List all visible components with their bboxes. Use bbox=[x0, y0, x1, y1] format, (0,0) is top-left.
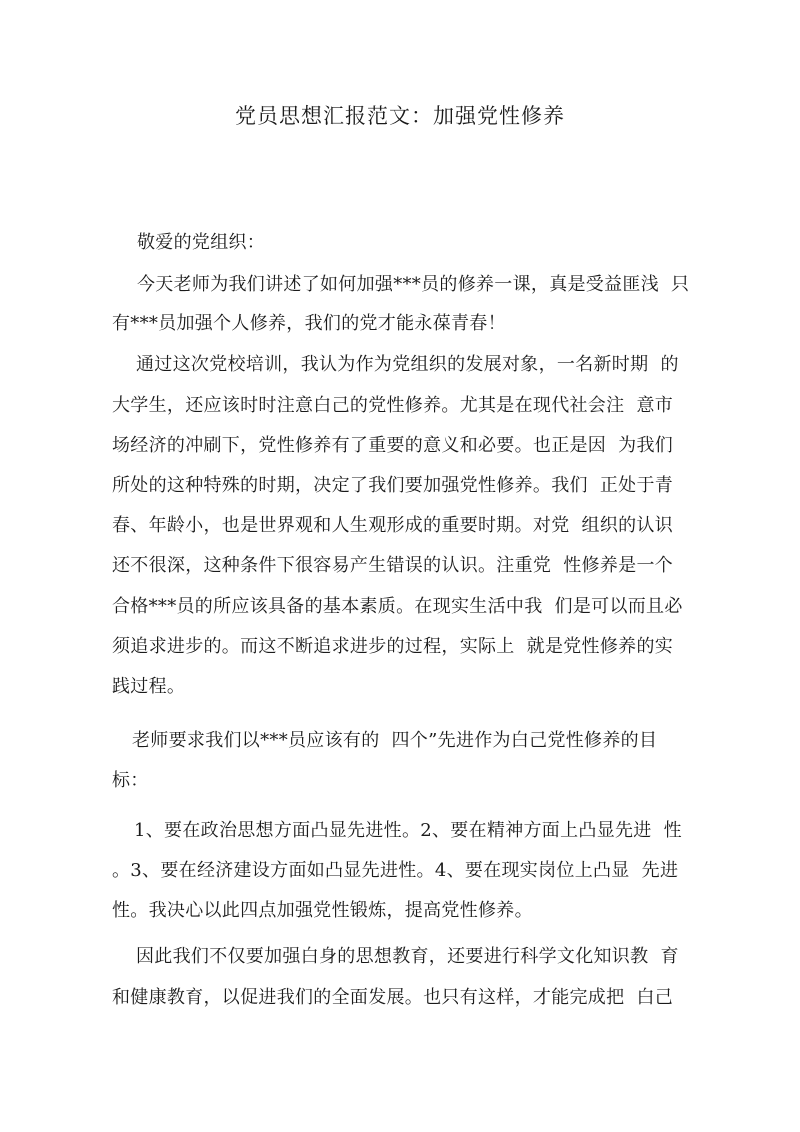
paragraph-line: 践过程。 bbox=[112, 676, 186, 697]
paragraph-line: 今天老师为我们讲述了如何加强***员的修养一课，真是受益匪浅 只 bbox=[137, 274, 690, 295]
salutation-line: 敬爱的党组织： bbox=[137, 232, 266, 253]
paragraph-line: 1、要在政治思想方面凸显先进性。2、要在精神方面上凸显先进 性 bbox=[134, 820, 682, 841]
paragraph-line: 大学生，还应该时时注意白己的党性修养。尤其是在现代社会注 意市 bbox=[112, 395, 674, 416]
paragraph-line: 。3、要在经济建设方面如凸显先进性。4、要在现实岗位上凸显 先进 bbox=[112, 860, 679, 881]
document-title: 党员思想汇报范文：加强党性修养 bbox=[235, 104, 565, 128]
paragraph-line: 性。我决心以此四点加强党性锻炼，提高党性修养。 bbox=[112, 900, 533, 921]
paragraph-line: 有***员加强个人修养，我们的党才能永葆青春！ bbox=[112, 313, 506, 334]
paragraph-line: 所处的这种特殊的时期，决定了我们要加强党性修养。我们 正处于青 bbox=[112, 475, 674, 496]
paragraph-line: 标： bbox=[112, 770, 149, 791]
paragraph-line: 因此我们不仅要加强白身的思想教育，还要进行科学文化知识教 育 bbox=[136, 946, 679, 967]
paragraph-line: 和健康教育，以促进我们的全面发展。也只有这样，才能完成把 白己 bbox=[112, 987, 674, 1008]
paragraph-line: 通过这次党校培训，我认为作为党组织的发展对象，一名新时期 的 bbox=[136, 354, 679, 375]
paragraph-line: 合格***员的所应该具备的基本素质。在现实生活中我 们是可以而且必 bbox=[112, 596, 683, 617]
paragraph-line: 须追求进步的。而这不断追求进步的过程，实际上 就是党性修养的实 bbox=[112, 636, 674, 657]
paragraph-line: 场经济的冲刷下，党性修养有了重要的意义和必要。也正是因 为我们 bbox=[112, 435, 674, 456]
paragraph-line: 春、年龄小，也是世界观和人生观形成的重要时期。对党 组织的认识 bbox=[112, 515, 674, 536]
paragraph-line: 老师要求我们以***员应该有的 四个”先进作为白己党性修养的目 bbox=[132, 730, 658, 751]
paragraph-line: 还不很深，这种条件下很容易产生错误的认识。注重党 性修养是一个 bbox=[112, 555, 674, 576]
